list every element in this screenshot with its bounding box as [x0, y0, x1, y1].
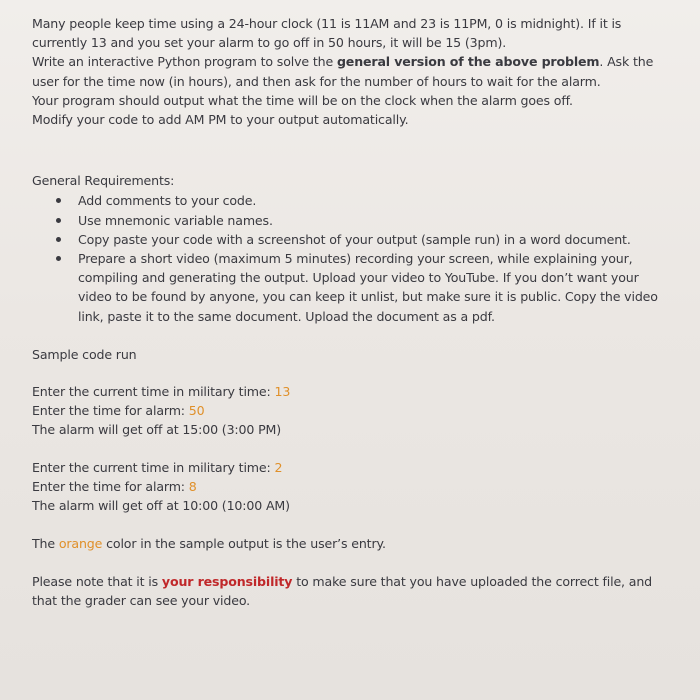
run-result: The alarm will get off at 15:00 (3:00 PM): [32, 422, 282, 438]
alarm-entry: 8: [188, 479, 197, 495]
orange-note: [32, 534, 672, 553]
alarm-prompt: Enter the time for alarm:: [32, 403, 189, 419]
requirement-text: Use mnemonic variable names.: [78, 212, 273, 228]
task-text-before: Write an interactive Python program to solve the: [32, 54, 337, 70]
requirement-item: [32, 230, 672, 249]
bullet-icon: [56, 218, 61, 223]
requirement-item: [32, 249, 672, 326]
time-prompt: Enter the current time in military time:: [32, 384, 275, 400]
run-result: The alarm will get off at 10:00 (10:00 AM): [32, 498, 290, 514]
closing-before: Please note that it is: [32, 574, 162, 590]
requirement-text: Add comments to your code.: [78, 193, 257, 209]
alarm-prompt: Enter the time for alarm:: [32, 479, 189, 495]
closing-after: to make sure that you have uploaded the correct file, and that the grader can see your video.: [32, 574, 652, 609]
assignment-text: [32, 14, 672, 611]
responsibility-highlight: your responsibility: [161, 574, 293, 590]
task-paragraph: [32, 52, 672, 90]
orange-word: orange: [58, 536, 103, 552]
closing-note: [32, 572, 672, 610]
requirement-item: [32, 211, 672, 230]
task-bold-text: general version of the above problem: [336, 54, 600, 70]
time-entry: 2: [274, 460, 283, 476]
requirements-list: [32, 191, 672, 325]
sample-run-1: [32, 382, 672, 439]
bullet-icon: [56, 198, 61, 203]
sample-title: Sample code run: [32, 346, 137, 362]
bullet-icon: [56, 256, 61, 261]
run-line-time: [32, 458, 672, 477]
note-after: color in the sample output is the user’s entry.: [102, 536, 386, 552]
requirement-item: [32, 191, 672, 210]
requirement-text: Prepare a short video (maximum 5 minutes) recording your screen, while explaining your, compiling and generating the output. Upload your video to YouTube. If you don’t want your video to be found by anyone, you can keep it unlist, but make sure it is public. Copy the video link, paste it to the same document. Upload the document as a pdf.: [78, 251, 658, 324]
time-entry: 13: [274, 384, 291, 400]
run-line-time: [32, 382, 672, 401]
requirements-title: General Requirements:: [32, 173, 175, 189]
intro-paragraph: Many people keep time using a 24-hour clock (11 is 11AM and 23 is 11PM, 0 is midnight). If it is currently 13 and you set your alarm to go off in 50 hours, it will be 15 (3pm).: [32, 16, 622, 51]
ampm-paragraph: Modify your code to add AM PM to your output automatically.: [32, 112, 409, 128]
task-text-after: . Ask the user for the time now (in hours), and then ask for the number of hours to wait for the alarm.: [32, 54, 654, 89]
bullet-icon: [56, 237, 61, 242]
requirement-text: Copy paste your code with a screenshot of your output (sample run) in a word document.: [78, 231, 631, 247]
alarm-entry: 50: [188, 403, 205, 419]
note-before: The: [32, 536, 59, 552]
run-line-alarm: [32, 401, 672, 420]
time-prompt: Enter the current time in military time:: [32, 460, 275, 476]
run-line-alarm: [32, 477, 672, 496]
sample-run-2: [32, 458, 672, 515]
output-paragraph: Your program should output what the time will be on the clock when the alarm goes off.: [32, 92, 573, 108]
